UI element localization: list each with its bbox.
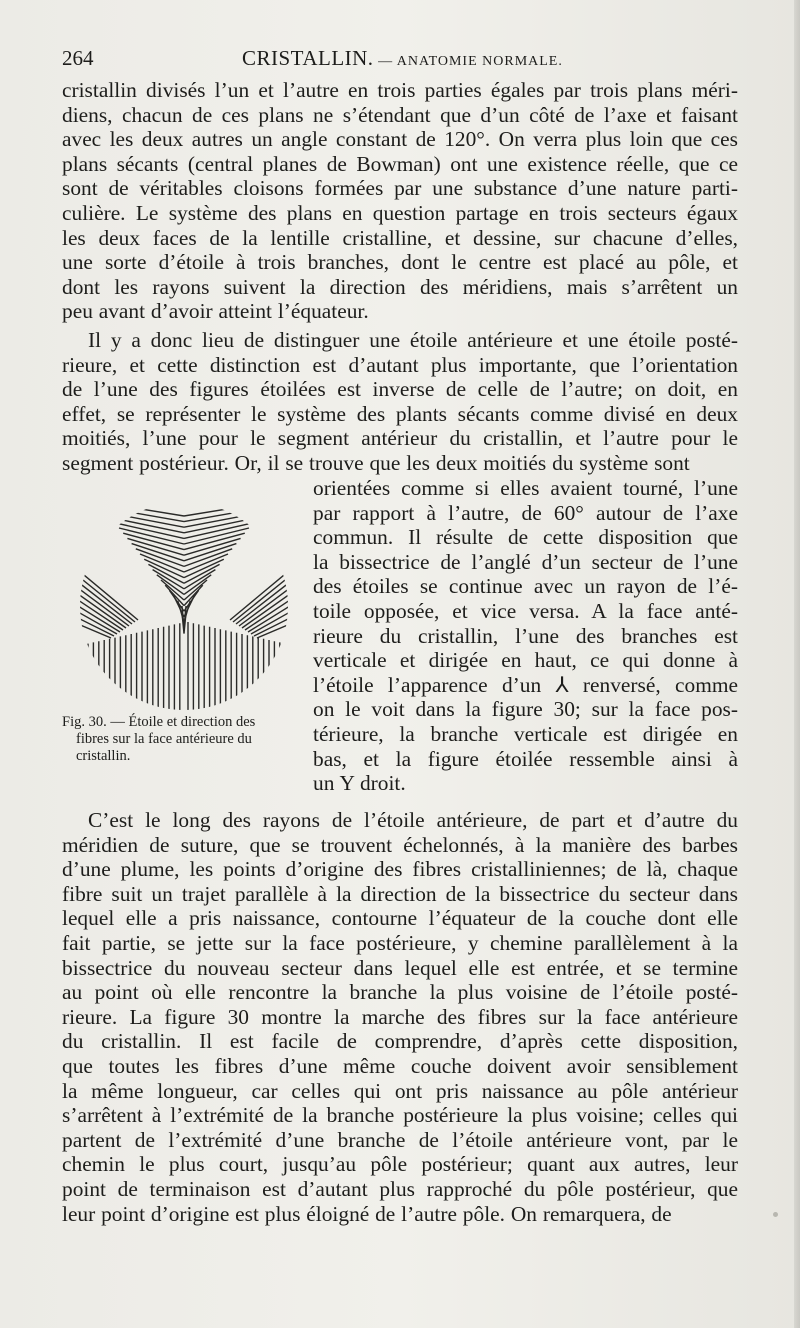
text-line: rieure, et cette distinction est d’autant plus importante, que l’orientation — [62, 352, 738, 377]
text-line: partent de l’extrémité d’une branche de l’étoile antérieure vont, par le — [62, 1127, 738, 1152]
text-line: fait partie, se jette sur la face postérieure, y chemine parallèlement à la — [62, 930, 738, 955]
text-line: une sorte d’étoile à trois branches, dont le centre est placé au pôle, et — [62, 250, 738, 275]
caption-line-1: Fig. 30. — Étoile et direction des — [62, 714, 256, 730]
text-line: au point où elle rencontre la branche la plus voisine de l’étoile posté- — [62, 980, 738, 1005]
fiber-line — [140, 554, 184, 572]
text-line: segment postérieur. Or, il se trouve que les deux moitiés du système sont — [62, 450, 690, 475]
text-line: que toutes les fibres d’une même couche doivent avoir sensiblement — [62, 1053, 738, 1078]
fiber-line — [136, 549, 184, 567]
page-number: 264 — [62, 46, 94, 70]
text-line: C’est le long des rayons de l’étoile antérieure, de part et d’autre du — [88, 808, 738, 832]
text-line: peu avant d’avoir atteint l’équateur. — [62, 299, 369, 324]
text-line: la même longueur, car celles qui ont pris naissance au pôle antérieur — [62, 1078, 738, 1103]
page-header — [62, 46, 738, 76]
fiber-line — [184, 554, 228, 572]
fiber-line — [144, 559, 184, 577]
fiber-line — [184, 559, 224, 577]
fiber-line — [184, 549, 232, 567]
text-line: rieure du cristallin, l’une des branches est — [313, 623, 738, 648]
paragraph-2-beside-figure — [313, 476, 738, 796]
running-title-main: CRISTALLIN. — [242, 46, 374, 70]
text-line: toile opposée, et vice versa. A la face anté- — [313, 598, 738, 623]
fiber-line — [184, 580, 207, 600]
figure-caption — [62, 714, 304, 765]
fiber-line — [148, 564, 184, 583]
text-line: commun. Il résulte de cette disposition que — [313, 525, 738, 550]
text-line: effet, se représenter le système des plants sécants comme divisé en deux — [62, 401, 738, 426]
text-line: plans sécants (central planes de Bowman) ont une existence réelle, que ce — [62, 151, 738, 176]
text-line: on le voit dans la figure 30; sur la face pos- — [313, 697, 738, 722]
text-line: l’étoile l’apparence d’un ⅄ renversé, comme — [313, 672, 738, 697]
text-line: du cristallin. Il est facile de comprendre, d’après cette disposition, — [62, 1029, 738, 1054]
text-line: fibre suit un trajet parallèle à la direction de la bissectrice du secteur dans — [62, 881, 738, 906]
text-line: rieure. La figure 30 montre la marche des fibres sur la face antérieure — [62, 1004, 738, 1029]
text-line: avec les deux autres un angle constant de 120°. On verra plus loin que ces — [62, 127, 738, 152]
text-line: par rapport à l’autre, de 60° autour de l’axe — [313, 500, 738, 525]
paper-speck — [773, 1212, 778, 1217]
text-line: Il y a donc lieu de distinguer une étoile antérieure et une étoile posté- — [88, 328, 738, 352]
running-title-sub: — ANATOMIE NORMALE. — [373, 54, 563, 69]
text-line: leur point d’origine est plus éloigné de l’autre pôle. On remarquera, de — [62, 1201, 672, 1226]
fiber-line — [78, 576, 135, 622]
text-line: d’une plume, les points d’origine des fibres cristalliniennes; de là, chaque — [62, 857, 738, 882]
page-edge — [794, 0, 800, 1328]
text-line: verticale et dirigée en haut, ce qui donne à — [313, 648, 738, 673]
running-title — [242, 46, 563, 71]
fiber-line — [184, 564, 220, 583]
text-line: lequel elle a pris naissance, contourne l’équateur de la couche dont elle — [62, 906, 738, 931]
fiber-line — [161, 580, 184, 600]
text-line: térieure, la branche verticale est dirigée en — [313, 721, 738, 746]
text-line: orientées comme si elles avaient tourné, l’une — [313, 476, 738, 500]
text-line: moitiés, l’une pour le segment antérieur du cristallin, et l’autre pour le — [62, 426, 738, 451]
text-line: culière. Le système des plans en question partage en trois secteurs égaux — [62, 200, 738, 225]
text-line: des étoiles se continue avec un rayon de l’é- — [313, 574, 738, 599]
fiber-line — [233, 576, 290, 622]
text-line: un Y droit. — [313, 771, 406, 796]
text-line: bissectrice du nouveau secteur dans lequel elle est entrée, et se termine — [62, 955, 738, 980]
text-line: point de terminaison est d’autant plus rapproché du pôle postérieur, que — [62, 1176, 738, 1201]
text-line: cristallin divisés l’un et l’autre en trois parties égales par trois plans méri- — [62, 78, 738, 102]
caption-line-2: fibres sur la face antérieure du — [76, 731, 252, 747]
paragraph-1 — [62, 78, 738, 324]
paragraph-2 — [62, 328, 738, 476]
paragraph-3 — [62, 808, 738, 1226]
text-line: la bissectrice de l’anglé d’un secteur de l’une — [313, 549, 738, 574]
text-line: s’arrêtent à l’extrémité de la branche postérieure la plus voisine; celles qui — [62, 1103, 738, 1128]
text-line: diens, chacun de ces plans ne s’étendant que d’un côté de l’axe et faisant — [62, 102, 738, 127]
fiber-line — [251, 612, 290, 634]
fiber-line — [78, 612, 117, 634]
caption-line-3: cristallin. — [76, 748, 131, 764]
text-line: de l’une des figures étoilées est inverse de celle de l’autre; on doit, en — [62, 377, 738, 402]
text-line: bas, et la figure étoilée ressemble ainsi à — [313, 746, 738, 771]
text-line: les deux faces de la lentille cristalline, et dessine, sur chacune d’elles, — [62, 225, 738, 250]
text-line: méridien de suture, que se trouvent échelonnés, à la manière des barbes — [62, 832, 738, 857]
text-line: chemin le plus court, jusqu’au pôle postérieur; quant aux autres, leur — [62, 1152, 738, 1177]
text-line: dont les rayons suivent la direction des méridiens, mais s’arrêtent un — [62, 274, 738, 299]
text-line: sont de véritables cloisons formées par une substance d’une nature parti- — [62, 176, 738, 201]
figure-30-lens-star — [78, 500, 290, 712]
